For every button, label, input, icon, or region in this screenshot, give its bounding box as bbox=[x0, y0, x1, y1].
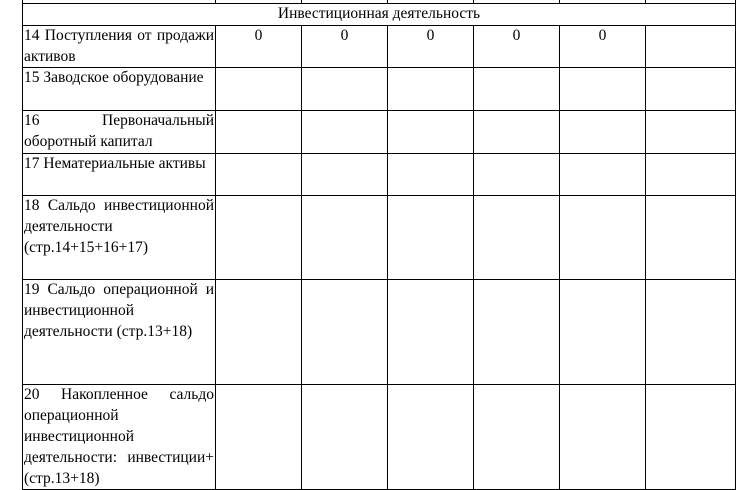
row-label: 18 Сальдо инвестиционной деятельности (стр.14+15+16+17) bbox=[23, 196, 216, 280]
value-cell bbox=[474, 280, 560, 385]
value-cell: 0 bbox=[388, 25, 474, 68]
value-cell bbox=[474, 385, 560, 490]
value-cell bbox=[560, 385, 646, 490]
value-cell bbox=[474, 153, 560, 196]
value-cell bbox=[474, 68, 560, 111]
value-cell bbox=[302, 110, 388, 153]
value-cell bbox=[388, 196, 474, 280]
value-cell bbox=[474, 196, 560, 280]
value-cell bbox=[302, 196, 388, 280]
value-cell bbox=[560, 280, 646, 385]
value-cell bbox=[302, 385, 388, 490]
value-cell: 0 bbox=[216, 25, 302, 68]
value-cell bbox=[216, 196, 302, 280]
value-cell bbox=[560, 68, 646, 111]
value-cell bbox=[646, 153, 736, 196]
value-cell bbox=[388, 280, 474, 385]
cash-flow-table bbox=[22, 0, 736, 490]
row-label: 20 Накопленное сальдо операционной инвестиционной деятельности: инвестиции+(стр.13+18) bbox=[23, 385, 216, 490]
value-cell bbox=[646, 25, 736, 68]
section-title: Инвестиционная деятельность bbox=[23, 4, 736, 26]
value-cell bbox=[560, 196, 646, 280]
value-cell bbox=[302, 153, 388, 196]
table-row bbox=[23, 25, 736, 68]
table-row bbox=[23, 280, 736, 385]
value-cell bbox=[646, 196, 736, 280]
value-cell bbox=[646, 280, 736, 385]
value-cell bbox=[388, 153, 474, 196]
value-cell bbox=[302, 68, 388, 111]
value-cell bbox=[302, 280, 388, 385]
table-row bbox=[23, 385, 736, 490]
row-label: 14 Поступления от продажи активов bbox=[23, 25, 216, 68]
value-cell bbox=[388, 68, 474, 111]
value-cell bbox=[216, 153, 302, 196]
value-cell bbox=[388, 385, 474, 490]
value-cell bbox=[388, 110, 474, 153]
value-cell: 0 bbox=[474, 25, 560, 68]
row-label: 15 Заводское оборудование bbox=[23, 68, 216, 111]
value-cell: 0 bbox=[560, 25, 646, 68]
row-label: 17 Нематериальные активы bbox=[23, 153, 216, 196]
row-label: 19 Сальдо операционной и инвестиционной деятельности (стр.13+18) bbox=[23, 280, 216, 385]
value-cell bbox=[646, 110, 736, 153]
table-row bbox=[23, 110, 736, 153]
row-label: 16 Первоначальный оборотный капитал bbox=[23, 110, 216, 153]
value-cell bbox=[216, 280, 302, 385]
table-row bbox=[23, 68, 736, 111]
value-cell bbox=[560, 153, 646, 196]
value-cell bbox=[560, 110, 646, 153]
value-cell bbox=[216, 385, 302, 490]
value-cell: 0 bbox=[302, 25, 388, 68]
value-cell bbox=[216, 68, 302, 111]
value-cell bbox=[646, 68, 736, 111]
section-header-row bbox=[23, 4, 736, 26]
table-row bbox=[23, 153, 736, 196]
value-cell bbox=[646, 385, 736, 490]
value-cell bbox=[474, 110, 560, 153]
value-cell bbox=[216, 110, 302, 153]
table-row bbox=[23, 196, 736, 280]
